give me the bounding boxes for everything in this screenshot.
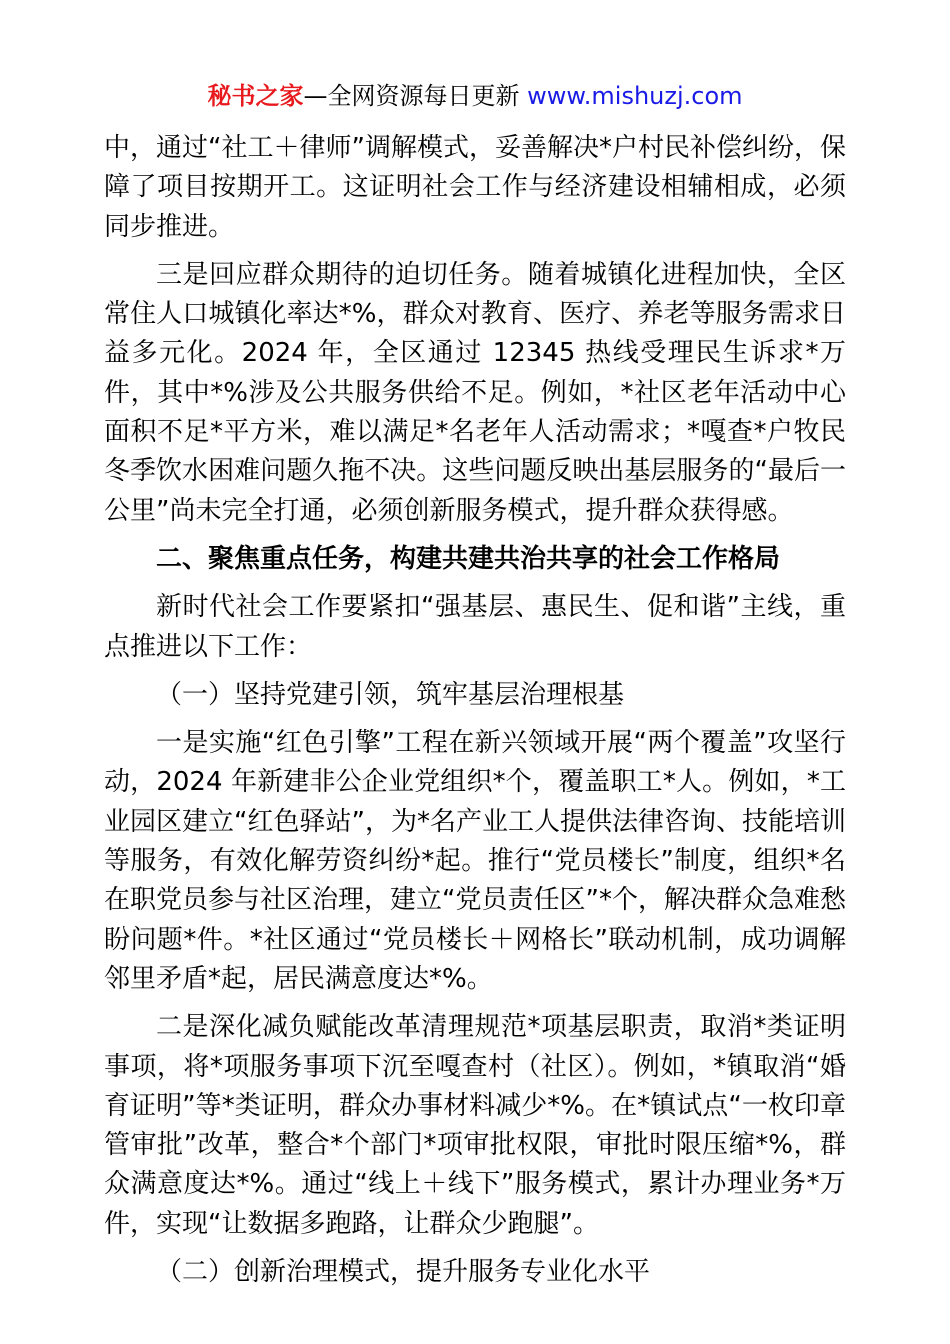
section-heading: 二、聚焦重点任务，构建共建共治共享的社会工作格局	[156, 543, 781, 574]
page-header	[0, 80, 950, 112]
paragraph-reform: 二是深化减负赋能改革清理规范*项基层职责，取消*类证明事项，将*项服务事项下沉至嘎查村（社区）。例如，*镇取消“婚育证明”等*类证明，群众办事材料减少*%。在*镇试点“一枚印章管审批”改革，整合*个部门*项审批权限，审批时限压缩*%，群众满意度达*%。通过“线上＋线下”服务模式，累计办理业务*万件，实现“让数据多跑路，让群众少跑腿”。	[104, 1012, 846, 1239]
subheading-two: （二）创新治理模式，提升服务专业化水平	[156, 1257, 651, 1288]
brand-name: 秘书之家	[207, 82, 304, 110]
site-url[interactable]: www.mishuzj.com	[527, 82, 743, 110]
document-body	[104, 129, 846, 1292]
paragraph-red-engine: 一是实施“红色引擎”工程在新兴领域开展“两个覆盖”攻坚行动，2024 年新建非公企业党组织*个，覆盖职工*人。例如，*工业园区建立“红色驿站”，为*名产业工人提供法律咨询、技能培训等服务，有效化解劳资纠纷*起。推行“党员楼长”制度，组织*名在职党员参与社区治理，建立“党员责任区”*个，解决群众急难愁盼问题*件。*社区通过“党员楼长＋网格长”联动机制，成功调解邻里矛盾*起，居民满意度达*%。	[104, 728, 846, 994]
paragraph-intro: 新时代社会工作要紧扣“强基层、惠民生、促和谐”主线，重点推进以下工作：	[104, 592, 846, 662]
paragraph-third-point: 三是回应群众期待的迫切任务。随着城镇化进程加快，全区常住人口城镇化率达*%，群众对教育、医疗、养老等服务需求日益多元化。2024 年，全区通过 12345 热线受理民生诉求*万件，其中*%涉及公共服务供给不足。例如，*社区老年活动中心面积不足*平方米，难以满足*名老年人活动需求；*嘎查*户牧民冬季饮水困难问题久拖不决。这些问题反映出基层服务的“最后一公里”尚未完全打通，必须创新服务模式，提升群众获得感。	[104, 259, 846, 526]
paragraph-continuation: 中，通过“社工＋律师”调解模式，妥善解决*户村民补偿纠纷，保障了项目按期开工。这证明社会工作与经济建设相辅相成，必须同步推进。	[104, 133, 846, 242]
header-tagline: —全网资源每日更新	[303, 82, 528, 110]
subheading-one: （一）坚持党建引领，筑牢基层治理根基	[156, 679, 625, 710]
